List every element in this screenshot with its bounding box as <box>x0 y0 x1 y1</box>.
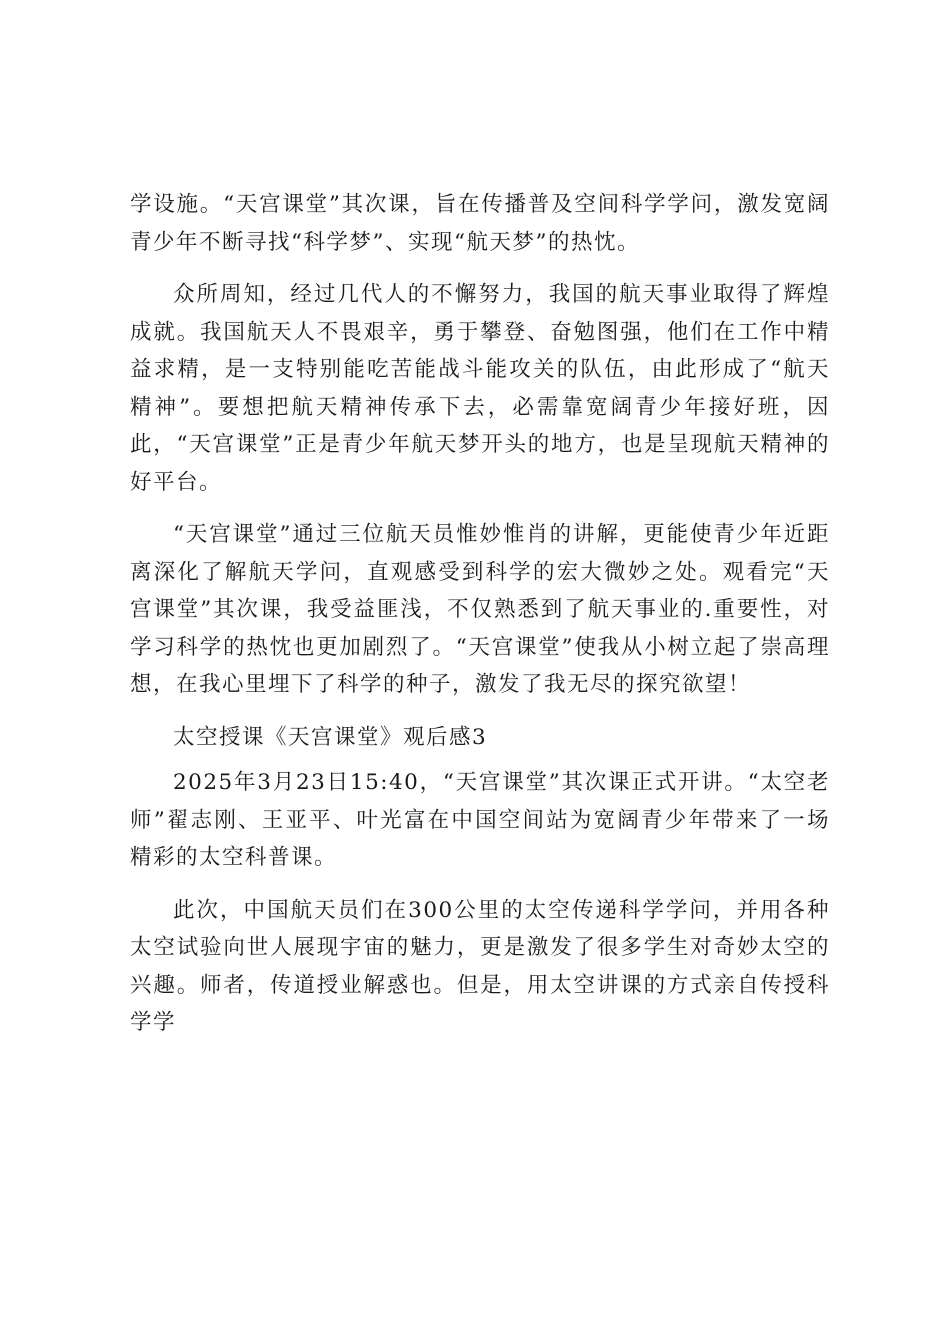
paragraph-class-date: 2025年3月23日15:40，“天宫课堂”其次课正式开讲。“太空老师”翟志刚、王亚平、叶光富在中国空间站为宽阔青少年带来了一场精彩的太空科普课。 <box>130 770 830 870</box>
paragraph-tiangong-class-impact: “天宫课堂”通过三位航天员惟妙惟肖的讲解，更能使青少年近距离深化了解航天学问，直观感受到科学的宏大微妙之处。观看完“天宫课堂”其次课，我受益匪浅，不仅熟悉到了航天事业的.重要性，对学习科学的热忱也更加剧烈了。“天宫课堂”使我从小树立起了崇高理想，在我心里埋下了科学的种子，激发了我无尽的探究欲望！ <box>130 522 830 697</box>
document-body <box>130 186 830 1057</box>
section-heading: 太空授课《天宫课堂》观后感3 <box>173 724 488 750</box>
paragraph-space-experiments: 此次，中国航天员们在300公里的太空传递科学学问，并用各种太空试验向世人展现宇宙的魅力，更是激发了很多学生对奇妙太空的兴趣。师者，传道授业解惑也。但是，用太空讲课的方式亲自传授科学学 <box>130 897 830 1035</box>
paragraph-continuation: 学设施。“天宫课堂”其次课，旨在传播普及空间科学学问，激发宽阔青少年不断寻找“科学梦”、实现“航天梦”的热忱。 <box>130 192 830 255</box>
paragraph-aerospace-spirit: 众所周知，经过几代人的不懈努力，我国的航天事业取得了辉煌成就。我国航天人不畏艰辛，勇于攀登、奋勉图强，他们在工作中精益求精，是一支特别能吃苦能战斗能攻关的队伍，由此形成了“航天精神”。要想把航天精神传承下去，必需靠宽阔青少年接好班，因此，“天宫课堂”正是青少年航天梦开头的地方，也是呈现航天精神的好平台。 <box>130 282 830 495</box>
